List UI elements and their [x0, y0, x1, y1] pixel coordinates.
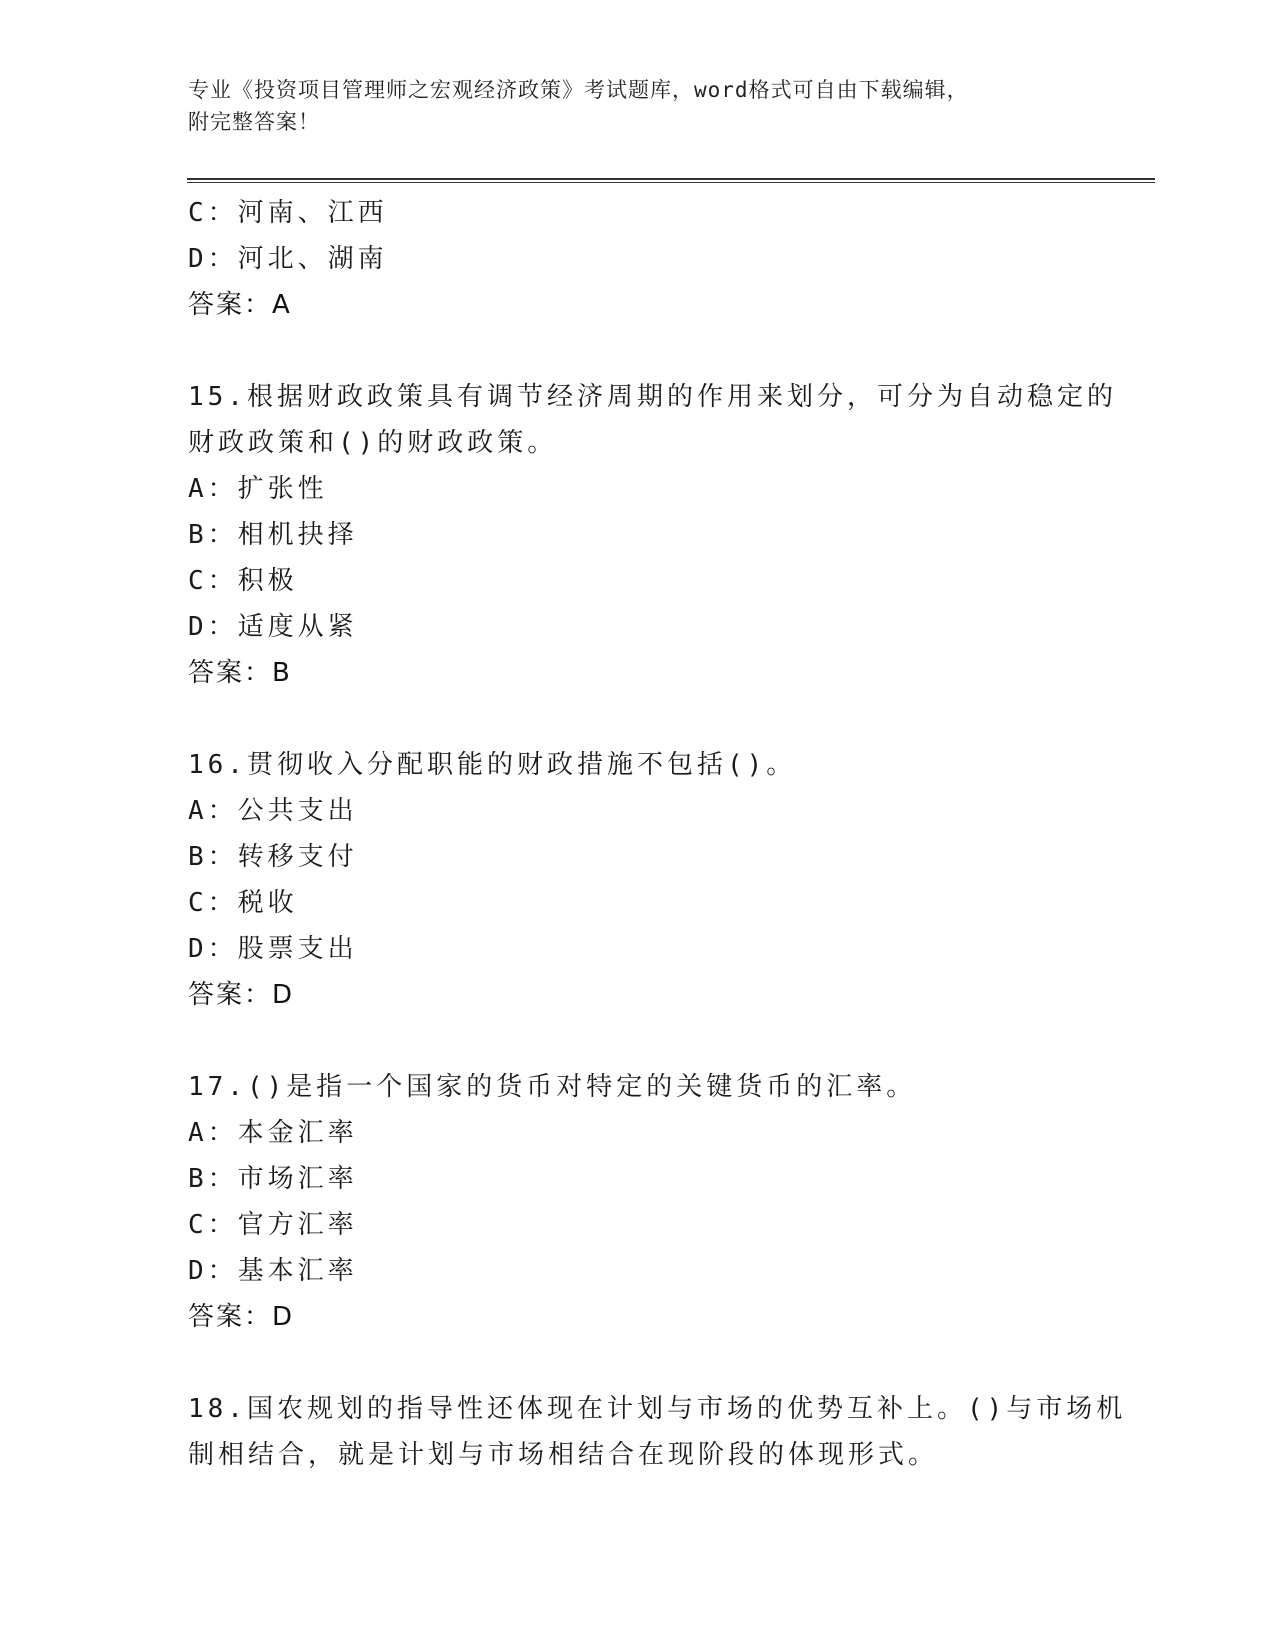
prev-question — [188, 190, 1088, 328]
option-a: A：扩张性 — [188, 474, 328, 504]
option-d: D：河北、湖南 — [188, 244, 388, 274]
question-stem: 财政政策和()的财政政策。 — [188, 428, 558, 458]
question-stem: 18.国农规划的指导性还体现在计划与市场的优势互补上。()与市场机 — [188, 1394, 1127, 1424]
option-c: C：积极 — [188, 566, 298, 596]
option-a: A：本金汇率 — [188, 1118, 358, 1148]
spacer — [188, 1340, 1088, 1386]
header-divider — [187, 178, 1155, 183]
answer: 答案：B — [188, 658, 292, 688]
question-list — [188, 190, 1127, 1478]
question-15 — [188, 374, 1117, 696]
option-b: B：相机抉择 — [188, 520, 358, 550]
question-stem: 16.贯彻收入分配职能的财政措施不包括()。 — [188, 750, 797, 780]
header-line-1: 专业《投资项目管理师之宏观经济政策》考试题库，word格式可自由下载编辑， — [188, 78, 969, 102]
option-c: C：税收 — [188, 888, 298, 918]
spacer — [188, 696, 1088, 742]
spacer — [188, 1018, 1088, 1064]
question-16 — [188, 742, 1088, 1018]
option-a: A：公共支出 — [188, 796, 358, 826]
question-stem: 17.()是指一个国家的货币对特定的关键货币的汇率。 — [188, 1072, 917, 1102]
question-17 — [188, 1064, 1088, 1340]
question-stem: 15.根据财政政策具有调节经济周期的作用来划分，可分为自动稳定的 — [188, 382, 1117, 412]
answer: 答案：A — [188, 290, 292, 320]
document-header — [188, 74, 1088, 138]
option-b: B：转移支付 — [188, 842, 358, 872]
question-stem: 制相结合，就是计划与市场相结合在现阶段的体现形式。 — [188, 1440, 939, 1470]
header-line-2: 附完整答案！ — [188, 110, 320, 134]
option-c: C：河南、江西 — [188, 198, 388, 228]
option-d: D：股票支出 — [188, 934, 358, 964]
option-b: B：市场汇率 — [188, 1164, 358, 1194]
option-c: C：官方汇率 — [188, 1210, 358, 1240]
answer: 答案：D — [188, 980, 295, 1010]
spacer — [188, 328, 1088, 374]
answer: 答案：D — [188, 1302, 295, 1332]
option-d: D：基本汇率 — [188, 1256, 358, 1286]
option-d: D：适度从紧 — [188, 612, 358, 642]
question-18 — [188, 1386, 1127, 1478]
